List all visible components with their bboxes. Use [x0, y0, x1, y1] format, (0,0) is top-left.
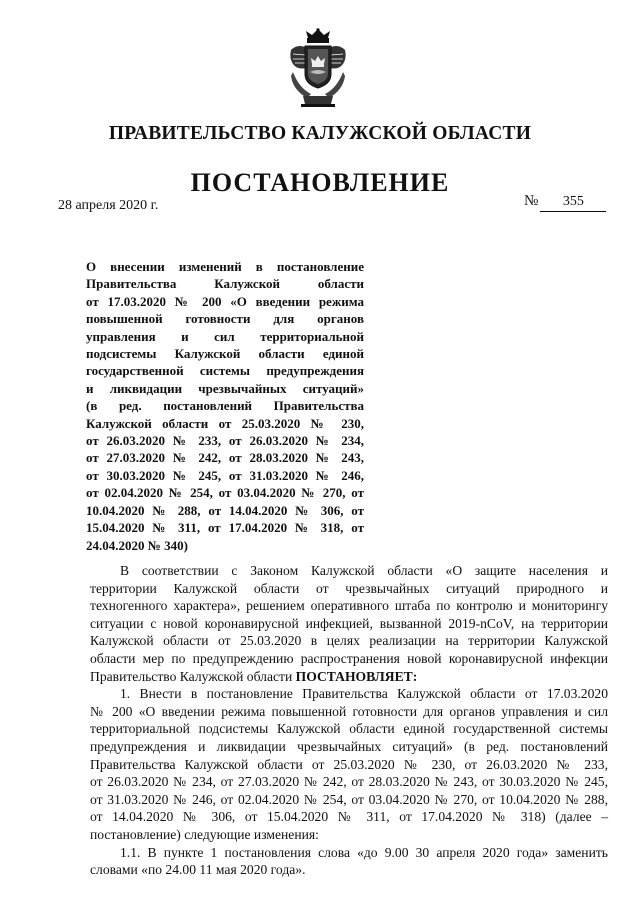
item-1-1-paragraph — [90, 844, 608, 879]
decree-number-block — [524, 193, 606, 212]
item-line: территориальной подсистемы Калужской области единой государственной системы — [90, 721, 608, 737]
preamble-line: В соответствии с Законом Калужской области «О защите населения и — [120, 563, 608, 578]
preamble-line-final — [90, 668, 608, 686]
item-line: № 200 «О введении режима повышенной готовности для органов управления и сил — [90, 703, 608, 719]
subject-line: и ликвидации чрезвычайных ситуаций» — [86, 380, 364, 396]
item-1-paragraph — [90, 685, 608, 843]
subject-line: (в ред. постановлений Правительства — [86, 398, 364, 414]
item-line: 1. Внести в постановление Правительства Калужской области от 17.03.2020 — [120, 686, 608, 702]
subject-line: от 26.03.2020 № 233, от 26.03.2020 № 234, — [86, 433, 364, 449]
preamble-paragraph — [90, 562, 608, 685]
number-sign: № — [524, 193, 539, 209]
subject-line: 15.04.2020 № 311, от 17.04.2020 № 318, от — [86, 520, 364, 536]
decree-body — [90, 562, 608, 879]
resolves-keyword: ПОСТАНОВЛЯЕТ: — [295, 668, 418, 684]
subject-line: 10.04.2020 № 288, от 14.04.2020 № 306, от — [86, 502, 364, 518]
item-line: от 26.03.2020 № 234, от 27.03.2020 № 242, от 28.03.2020 № 243, от 30.03.2020 № 245, — [90, 774, 608, 790]
subject-line: Калужской области от 25.03.2020 № 230, — [86, 415, 364, 431]
preamble-line: техногенного характера», решением оперативного штаба по контролю и мониторингу — [90, 598, 608, 614]
decree-subject — [86, 258, 364, 554]
government-title: ПРАВИТЕЛЬСТВО КАЛУЖСКОЙ ОБЛАСТИ — [108, 123, 532, 144]
preamble-line: ситуации с новой коронавирусной инфекцией, вызванной 2019-nCoV, на территории — [90, 615, 608, 631]
document-type-title: ПОСТАНОВЛЕНИЕ — [190, 168, 450, 197]
preamble-line: области мер по предупреждению распространения новой коронавирусной инфекции — [90, 650, 608, 666]
item-line: Правительства Калужской области от 25.03.2020 № 230, от 26.03.2020 № 233, — [90, 756, 608, 772]
item-line: от 31.03.2020 № 246, от 02.04.2020 № 254, от 03.04.2020 № 270, от 10.04.2020 № 288, — [90, 791, 608, 807]
subject-line: управления и сил территориальной — [86, 328, 364, 344]
item-line: 1.1. В пункте 1 постановления слова «до 9.00 30 апреля 2020 года» заменить — [120, 844, 608, 860]
coat-of-arms-emblem — [287, 28, 349, 108]
subject-line: 24.04.2020 № 340) — [86, 537, 188, 553]
subject-line: Правительства Калужской области — [86, 276, 364, 292]
subject-line: от 30.03.2020 № 245, от 31.03.2020 № 246, — [86, 467, 364, 483]
subject-line: О внесении изменений в постановление — [86, 259, 364, 274]
subject-line: от 27.03.2020 № 242, от 28.03.2020 № 243, — [86, 450, 364, 466]
decree-number: 355 — [540, 194, 606, 212]
preamble-line: Калужской области от 25.03.2020 в целях реализации на территории Калужской — [90, 633, 608, 649]
subject-line: государственной системы предупреждения — [86, 363, 364, 379]
item-line: предупреждения и ликвидации чрезвычайных ситуаций» (в ред. постановлений — [90, 738, 608, 754]
preamble-line: территории Калужской области от чрезвычайных ситуаций природного и — [90, 580, 608, 596]
subject-line: повышенной готовности для органов — [86, 311, 364, 327]
coat-of-arms-icon — [287, 28, 349, 108]
subject-line: от 02.04.2020 № 254, от 03.04.2020 № 270, от — [86, 485, 364, 501]
subject-line: подсистемы Калужской области единой — [86, 346, 364, 362]
item-line: от 14.04.2020 № 306, от 15.04.2020 № 311, от 17.04.2020 № 318) (далее – — [90, 809, 608, 825]
item-line: словами «по 24.00 11 мая 2020 года». — [90, 862, 306, 878]
subject-line: от 17.03.2020 № 200 «О введении режима — [86, 293, 364, 309]
decree-date: 28 апреля 2020 г. — [58, 198, 159, 213]
preamble-subject: Правительство Калужской области — [90, 668, 296, 684]
item-line: постановление) следующие изменения: — [90, 826, 319, 842]
